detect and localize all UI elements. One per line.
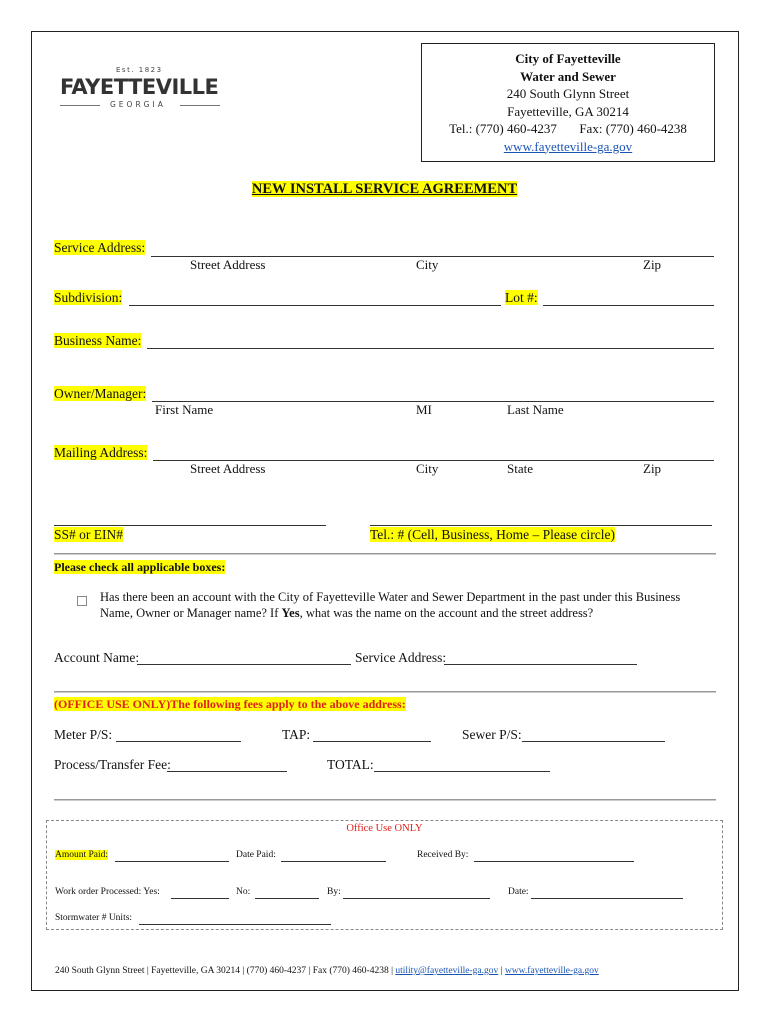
- checkbox-icon: [77, 596, 87, 606]
- lot-label: Lot #:: [505, 290, 538, 305]
- prior-account-question-line2: Name, Owner or Manager name? If Yes, what was the name on the account and the street address?: [100, 606, 594, 620]
- owner-last-sublabel: Last Name: [507, 402, 564, 417]
- ss-ein-field[interactable]: [54, 525, 326, 526]
- business-name-field[interactable]: [147, 348, 714, 349]
- ss-ein-label: SS# or EIN#: [54, 527, 124, 542]
- business-name-label: Business Name:: [54, 333, 142, 348]
- work-order-label: Work order Processed: Yes:: [55, 887, 160, 897]
- footer-separator: |: [498, 966, 505, 976]
- work-order-by-label: By:: [327, 887, 341, 897]
- mailing-state-sublabel: State: [507, 461, 533, 476]
- tap-field[interactable]: [313, 741, 431, 742]
- phone: Tel.: (770) 460-4237: [449, 121, 557, 136]
- telephone-label: Tel.: # (Cell, Business, Home – Please circle): [370, 527, 615, 542]
- office-use-title: Office Use ONLY: [346, 823, 423, 834]
- contact-box: [421, 43, 715, 162]
- website: [422, 138, 714, 156]
- owner-first-sublabel: First Name: [155, 402, 214, 417]
- work-order-no-label: No:: [236, 887, 251, 897]
- form-title-text: NEW INSTALL SERVICE AGREEMENT: [251, 181, 518, 197]
- fax: Fax: (770) 460-4238: [579, 121, 687, 136]
- work-order-date-field[interactable]: [531, 898, 683, 899]
- check-boxes-heading: Please check all applicable boxes:: [54, 560, 226, 574]
- fees-divider: [54, 691, 716, 693]
- tap-label: TAP:: [282, 727, 311, 742]
- meter-ps-field[interactable]: [116, 741, 241, 742]
- date-paid-field[interactable]: [281, 861, 386, 862]
- website-link[interactable]: www.fayetteville-ga.gov: [503, 138, 633, 154]
- logo-rule-right: [180, 105, 220, 106]
- logo-wordmark: FAYETTEVILLE: [60, 75, 219, 99]
- dept-name: Water and Sewer: [520, 68, 616, 84]
- footer-address: 240 South Glynn Street | Fayetteville, GA 30214 | (770) 460-4237 | Fax (770) 460-4238 |: [55, 966, 396, 976]
- logo-rule-left: [60, 105, 100, 106]
- logo-state: GEORGIA: [110, 100, 166, 109]
- city-logo: [56, 52, 226, 122]
- owner-mi-sublabel: MI: [416, 402, 432, 417]
- form-title: [32, 180, 737, 198]
- account-service-address-label: Service Address:: [355, 650, 447, 665]
- subdivision-label: Subdivision:: [54, 290, 123, 305]
- prior-account-question-line1: Has there been an account with the City of Fayetteville Water and Sewer Department in the past under this Business: [100, 590, 681, 604]
- process-fee-field[interactable]: [167, 771, 287, 772]
- total-label: TOTAL:: [327, 757, 374, 772]
- amount-paid-field[interactable]: [115, 861, 229, 862]
- stormwater-units-field[interactable]: [139, 924, 331, 925]
- owner-manager-label: Owner/Manager:: [54, 386, 147, 401]
- process-fee-label: Process/Transfer Fee:: [54, 757, 171, 772]
- service-city-sublabel: City: [416, 257, 439, 272]
- account-name-label: Account Name:: [54, 650, 140, 665]
- stormwater-units-label: Stormwater # Units:: [55, 913, 133, 923]
- street-address: 240 South Glynn Street: [506, 86, 630, 101]
- work-order-yes-field[interactable]: [171, 898, 229, 899]
- service-zip-sublabel: Zip: [643, 257, 662, 272]
- footer-website-link[interactable]: www.fayetteville-ga.gov: [504, 966, 599, 976]
- sewer-ps-label: Sewer P/S:: [462, 727, 522, 742]
- page-footer: [55, 966, 599, 976]
- city-state-zip: Fayetteville, GA 30214: [507, 103, 629, 119]
- owner-manager-field[interactable]: [152, 401, 714, 402]
- service-street-sublabel: Street Address: [190, 257, 266, 272]
- sewer-ps-field[interactable]: [522, 741, 665, 742]
- mailing-city-sublabel: City: [416, 461, 439, 476]
- meter-ps-label: Meter P/S:: [54, 727, 113, 742]
- received-by-label: Received By:: [417, 850, 469, 860]
- mailing-address-label: Mailing Address:: [54, 445, 148, 460]
- org-name: City of Fayetteville: [515, 51, 621, 66]
- form-page: [31, 31, 739, 991]
- service-address-label: Service Address:: [54, 240, 146, 255]
- mailing-zip-sublabel: Zip: [643, 461, 662, 476]
- work-order-no-field[interactable]: [255, 898, 319, 899]
- account-service-address-field[interactable]: [444, 664, 637, 665]
- amount-paid-label: Amount Paid:: [55, 850, 109, 860]
- work-order-by-field[interactable]: [343, 898, 490, 899]
- office-use-box: [46, 820, 723, 930]
- received-by-field[interactable]: [474, 861, 634, 862]
- footer-email-link[interactable]: utility@fayetteville-ga.gov: [395, 966, 499, 976]
- lot-field[interactable]: [543, 305, 714, 306]
- fees-heading: (OFFICE USE ONLY)The following fees apply to the above address:: [54, 697, 406, 711]
- account-name-field[interactable]: [137, 664, 351, 665]
- total-field[interactable]: [374, 771, 550, 772]
- section-divider: [54, 553, 716, 555]
- mailing-street-sublabel: Street Address: [190, 461, 266, 476]
- date-paid-label: Date Paid:: [236, 850, 276, 860]
- office-divider: [54, 799, 716, 801]
- telephone-field[interactable]: [370, 525, 712, 526]
- phone-fax: [422, 120, 714, 138]
- work-order-date-label: Date:: [508, 887, 529, 897]
- prior-account-checkbox[interactable]: [77, 592, 87, 610]
- logo-est: Est. 1823: [116, 66, 163, 74]
- subdivision-field[interactable]: [129, 305, 501, 306]
